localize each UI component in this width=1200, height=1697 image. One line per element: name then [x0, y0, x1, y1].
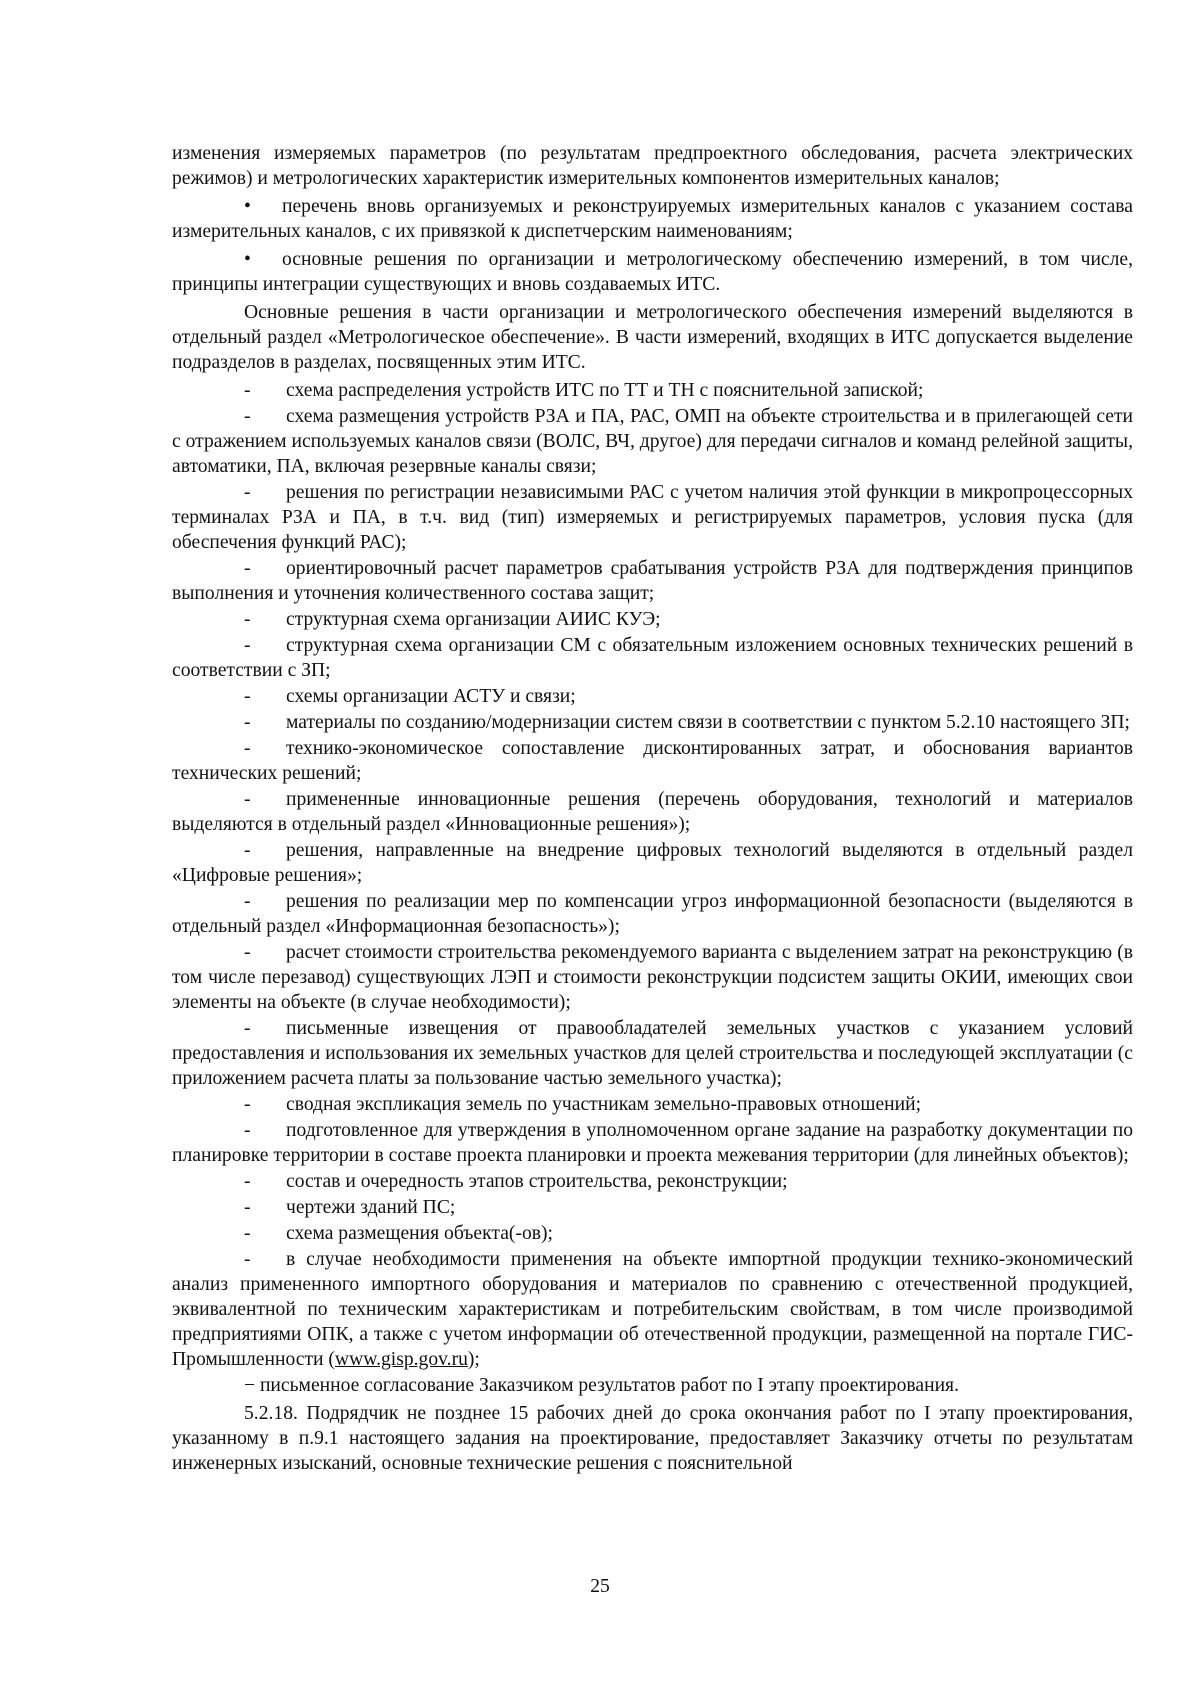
dash-marker: -	[244, 1249, 251, 1270]
dash-item	[172, 889, 1133, 939]
dash-item	[172, 1169, 1133, 1194]
dash-marker: -	[244, 942, 251, 963]
dash-text: сводная экспликация земель по участникам земельно-правовых отношений;	[286, 1094, 922, 1115]
dash-marker: -	[244, 1171, 251, 1192]
dash-marker: -	[244, 558, 251, 579]
dash-item	[172, 378, 1133, 403]
bullet-item	[172, 247, 1133, 297]
dash-marker: -	[244, 712, 251, 733]
dash-text: решения по реализации мер по компенсации угроз информационной безопасности (выделяются в отдельный раздел «Информационная безопасность»);	[172, 891, 1133, 937]
dash-item	[172, 940, 1133, 1015]
dash-item	[172, 1118, 1133, 1168]
paragraph: Основные решения в части организации и метрологического обеспечения измерений выделяются в отдельный раздел «Метрологическое обеспечение». В части измерений, входящих в ИТС допускается выделение подразделов в разделах, посвященных этим ИТС.	[172, 302, 1133, 373]
dash-item	[172, 684, 1133, 709]
bullet-text: перечень вновь организуемых и реконструируемых измерительных каналов с указанием состава измерительных каналов, с их привязкой к диспетчерским наименованиям;	[172, 196, 1133, 242]
document-body	[172, 141, 1133, 1479]
dash-text: решения по регистрации независимыми РАС с учетом наличия этой функции в микропроцессорных терминалах РЗА и ПА, в т.ч. вид (тип) измеряемых и регистрируемых параметров, условия пуска (для обеспечения функций РАС);	[172, 482, 1133, 553]
dash-text: схема размещения устройств РЗА и ПА, РАС, ОМП на объекте строительства и в прилегающей сети с отражением используемых каналов связи (ВОЛС, ВЧ, другое) для передачи сигналов и команд релейной защиты, автоматики, ПА, включая резервные каналы связи;	[172, 406, 1133, 477]
dash-marker: -	[244, 1197, 251, 1218]
page-number: 25	[590, 1576, 610, 1597]
dash-text: состав и очередность этапов строительства, реконструкции;	[286, 1171, 788, 1192]
dash-item	[172, 1195, 1133, 1220]
paragraph: 5.2.18. Подрядчик не позднее 15 рабочих дней до срока окончания работ по I этапу проектирования, указанному в п.9.1 настоящего задания на проектирование, предоставляет Заказчику отчеты по результатам инженерных изысканий, основные технические решения с пояснительной	[172, 1403, 1133, 1474]
dash-text: чертежи зданий ПС;	[286, 1197, 456, 1218]
dash-text: расчет стоимости строительства рекомендуемого варианта с выделением затрат на реконструкцию (в том числе перезавод) существующих ЛЭП и стоимости реконструкции подсистем защиты ОКИИ, имеющих свои элементы на объекте (в случае необходимости);	[172, 942, 1133, 1013]
dash-marker: -	[244, 1094, 251, 1115]
dash-marker: -	[244, 482, 251, 503]
dash-marker: -	[244, 406, 251, 427]
dash-text: примененные инновационные решения (перечень оборудования, технологий и материалов выделяются в отдельный раздел «Инновационные решения»);	[172, 789, 1133, 835]
dash-text-end: );	[467, 1349, 480, 1370]
dash-item	[172, 480, 1133, 555]
dash-item	[172, 710, 1133, 735]
dash-text: письменные извещения от правообладателей земельных участков с указанием условий предоставления и использования их земельных участков для целей строительства и последующей эксплуатации (с приложением расчета платы за пользование частью земельного участка);	[172, 1018, 1133, 1089]
dash-text: схемы организации АСТУ и связи;	[286, 686, 576, 707]
dash-text: в случае необходимости применения на объекте импортной продукции технико-экономический анализ примененного импортного оборудования и материалов по сравнению с отечественной продукцией, эквивалентной по техническим характеристикам и потребительским свойствам, в том числе производимой предприятиями ОПК, а также с учетом информации об отечественной продукции, размещенной на портале ГИС-Промышленности (	[172, 1249, 1133, 1370]
dash-marker: -	[244, 1018, 251, 1039]
dash-text: схема распределения устройств ИТС по ТТ и ТН с пояснительной запиской;	[286, 380, 924, 401]
dash-text: подготовленное для утверждения в уполномоченном органе задание на разработку документации по планировке территории в составе проекта планировки и проекта межевания территории (для линейных объектов);	[172, 1120, 1133, 1166]
dash-text: структурная схема организации СМ с обязательным изложением основных технических решений в соответствии с ЗП;	[172, 635, 1133, 681]
paragraph: − письменное согласование Заказчиком результатов работ по I этапу проектирования.	[244, 1375, 959, 1396]
paragraph: изменения измеряемых параметров (по результатам предпроектного обследования, расчета электрических режимов) и метрологических характеристик измерительных компонентов измерительных каналов;	[172, 143, 1133, 189]
bullet-marker: •	[244, 196, 251, 217]
dash-marker: -	[244, 891, 251, 912]
bullet-text: основные решения по организации и метрологическому обеспечению измерений, в том числе, принципы интеграции существующих и вновь создаваемых ИТС.	[172, 249, 1133, 295]
dash-text: схема размещения объекта(-ов);	[286, 1223, 553, 1244]
dash-item	[172, 1221, 1133, 1246]
dash-item	[172, 838, 1133, 888]
dash-text: структурная схема организации АИИС КУЭ;	[286, 609, 661, 630]
gisp-portal-link[interactable]: www.gisp.gov.ru	[334, 1349, 468, 1370]
dash-marker: -	[244, 1120, 251, 1141]
bullet-item	[172, 194, 1133, 244]
dash-item	[172, 556, 1133, 606]
dash-marker: -	[244, 789, 251, 810]
dash-item	[172, 404, 1133, 479]
dash-item	[172, 1247, 1133, 1372]
dash-item	[172, 736, 1133, 786]
dash-marker: -	[244, 1223, 251, 1244]
dash-item	[172, 1016, 1133, 1091]
dash-item	[172, 633, 1133, 683]
dash-marker: -	[244, 738, 251, 759]
dash-item	[172, 787, 1133, 837]
dash-marker: -	[244, 635, 251, 656]
dash-text: технико-экономическое сопоставление дисконтированных затрат, и обоснования вариантов технических решений;	[172, 738, 1133, 784]
dash-text: решения, направленные на внедрение цифровых технологий выделяются в отдельный раздел «Цифровые решения»;	[172, 840, 1133, 886]
dash-item	[172, 607, 1133, 632]
dash-marker: -	[244, 686, 251, 707]
dash-text: ориентировочный расчет параметров срабатывания устройств РЗА для подтверждения принципов выполнения и уточнения количественного состава защит;	[172, 558, 1133, 604]
dash-text: материалы по созданию/модернизации систем связи в соответствии с пунктом 5.2.10 настоящего ЗП;	[286, 712, 1130, 733]
dash-item	[172, 1092, 1133, 1117]
bullet-marker: •	[244, 249, 251, 270]
dash-marker: -	[244, 840, 251, 861]
dash-marker: -	[244, 380, 251, 401]
dash-marker: -	[244, 609, 251, 630]
